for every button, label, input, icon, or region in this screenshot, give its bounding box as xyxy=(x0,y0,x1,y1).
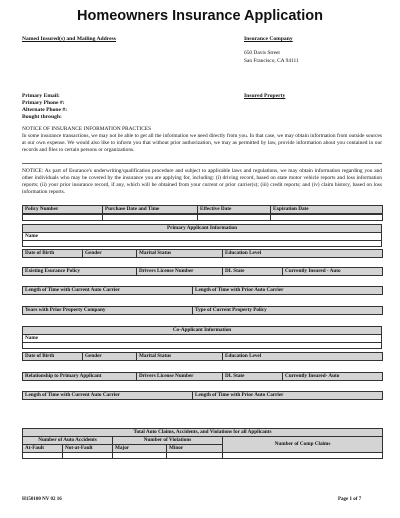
page-title: Homeowners Insurance Application xyxy=(76,8,323,24)
at-fault-field[interactable] xyxy=(23,453,63,459)
coapplicant-prior-carrier-label: Length of Time with Prior Auto Carrier xyxy=(193,392,383,400)
primary-marital-label: Marital Status xyxy=(137,250,223,258)
coapplicant-row3 xyxy=(22,391,383,400)
primary-property-policy-label: Type of Current Property Policy xyxy=(193,307,383,315)
primary-row1 xyxy=(22,249,383,258)
notice2-body: NOTICE: As part of Esurance's underwriting/qualification procedure and subject to applicable laws and regulations, we may obtain information regarding you and other individuals who may be covered by the insurance you are applying for, including: (i) driving record, based on state motor vehicle reports and loss information reports; (ii) your prior insurance record, if any, which will be obtained from your current or prior carrier(s); (iii) credit reports; and (iv) claim history, based on loss information reports. xyxy=(22,168,382,195)
primary-years-property-label: Years with Prior Property Company xyxy=(23,307,193,315)
bought-through-label: Bought through: xyxy=(22,114,62,120)
primary-row3 xyxy=(22,286,383,295)
alternate-phone-label: Alternate Phone #: xyxy=(22,107,68,113)
coapplicant-row1 xyxy=(22,352,383,361)
effective-date-label: Effective Date xyxy=(198,206,271,214)
policy-table xyxy=(22,205,383,214)
major-label: Major xyxy=(113,445,167,453)
page-number: Page 1 of 7 xyxy=(338,497,362,502)
primary-phone-label: Primary Phone #: xyxy=(22,100,65,106)
coapplicant-currently-insured-label: Currently Insured- Auto xyxy=(283,373,383,381)
coapplicant-row2 xyxy=(22,372,383,381)
minor-field[interactable] xyxy=(167,453,223,459)
primary-email-label: Primary Email: xyxy=(22,93,60,99)
primary-name-field[interactable] xyxy=(23,241,382,247)
coapplicant-name-label: Name xyxy=(23,335,382,343)
not-at-fault-field[interactable] xyxy=(63,453,113,459)
claims-table xyxy=(22,428,383,459)
coapplicant-name-field[interactable] xyxy=(23,343,382,349)
minor-label: Minor xyxy=(167,445,223,453)
insured-property-label: Insured Property xyxy=(244,93,286,99)
primary-current-carrier-label: Length of Time with Current Auto Carrier xyxy=(23,287,193,295)
coapplicant-license-label: Drivers License Number xyxy=(137,373,223,381)
expiration-date-field[interactable] xyxy=(271,215,383,221)
not-at-fault-label: Not-at-Fault xyxy=(63,445,113,453)
coapplicant-current-carrier-label: Length of Time with Current Auto Carrier xyxy=(23,392,193,400)
purchase-date-label: Purchase Date and Time xyxy=(103,206,198,214)
comp-claims-field[interactable] xyxy=(223,453,383,459)
coapplicant-gender-label: Gender xyxy=(83,353,137,361)
named-insured-label: Named Insured(s) and Mailing Address xyxy=(22,36,116,42)
primary-currently-insured-label: Currently Insured - Auto xyxy=(283,268,383,276)
notice1-body: In some insurance transactions, we may not be able to get all the information we need directly from you. In that case, we may obtain information from outside sources at our own expense. We would also like to inform you that without prior authorization, we may as permitted by law, provide information about you contained in our records and files to certain persons or organizations. xyxy=(22,133,382,153)
insurance-company-label: Insurance Company xyxy=(244,36,293,42)
company-address-line1: 650 Davis Street xyxy=(244,50,280,56)
form-number: H150100 NV 02 16 xyxy=(22,497,62,502)
notice1-heading: NOTICE OF INSURANCE INFORMATION PRACTICES xyxy=(22,126,152,132)
primary-dob-label: Date of Birth xyxy=(23,250,83,258)
accidents-label: Number of Auto Accidents xyxy=(23,437,113,445)
claims-header: Total Auto Claims, Accidents, and Violations for all Applicants xyxy=(23,429,383,437)
major-field[interactable] xyxy=(113,453,167,459)
primary-name-label: Name xyxy=(23,233,382,241)
expiration-date-label: Expiration Date xyxy=(271,206,383,214)
primary-header-text: Primary Applicant Information xyxy=(23,225,382,233)
coapplicant-dob-label: Date of Birth xyxy=(23,353,83,361)
primary-existing-policy-label: Existing Esurance Policy xyxy=(23,268,137,276)
policy-number-field[interactable] xyxy=(23,215,103,221)
policy-number-label: Policy Number xyxy=(23,206,103,214)
effective-date-field[interactable] xyxy=(198,215,271,221)
coapplicant-relationship-label: Relationship to Primary Applicant xyxy=(23,373,137,381)
primary-gender-label: Gender xyxy=(83,250,137,258)
at-fault-label: At-Fault xyxy=(23,445,63,453)
purchase-date-field[interactable] xyxy=(103,215,198,221)
contact-block xyxy=(22,93,67,121)
coapplicant-header-text: Co-Applicant Information xyxy=(23,327,382,335)
primary-prior-carrier-label: Length of Time with Prior Auto Carrier xyxy=(193,287,383,295)
coapplicant-header xyxy=(22,326,382,349)
primary-education-label: Education Level xyxy=(223,250,383,258)
violations-label: Number of Violations xyxy=(113,437,223,445)
primary-row2 xyxy=(22,267,383,276)
notice-insurance-practices xyxy=(22,126,382,154)
primary-dl-state-label: DL State xyxy=(223,268,283,276)
comp-claims-label: Number of Comp Claims xyxy=(223,437,383,453)
coapplicant-marital-label: Marital Status xyxy=(137,353,223,361)
company-address-line2: San Francisco, CA 94111 xyxy=(244,58,299,64)
coapplicant-education-label: Education Level xyxy=(223,353,383,361)
policy-values xyxy=(22,214,383,221)
primary-row4 xyxy=(22,306,383,315)
primary-applicant-header xyxy=(22,224,382,247)
coapplicant-dl-state-label: DL State xyxy=(223,373,283,381)
primary-license-label: Drivers License Number xyxy=(137,268,223,276)
divider xyxy=(22,163,382,164)
